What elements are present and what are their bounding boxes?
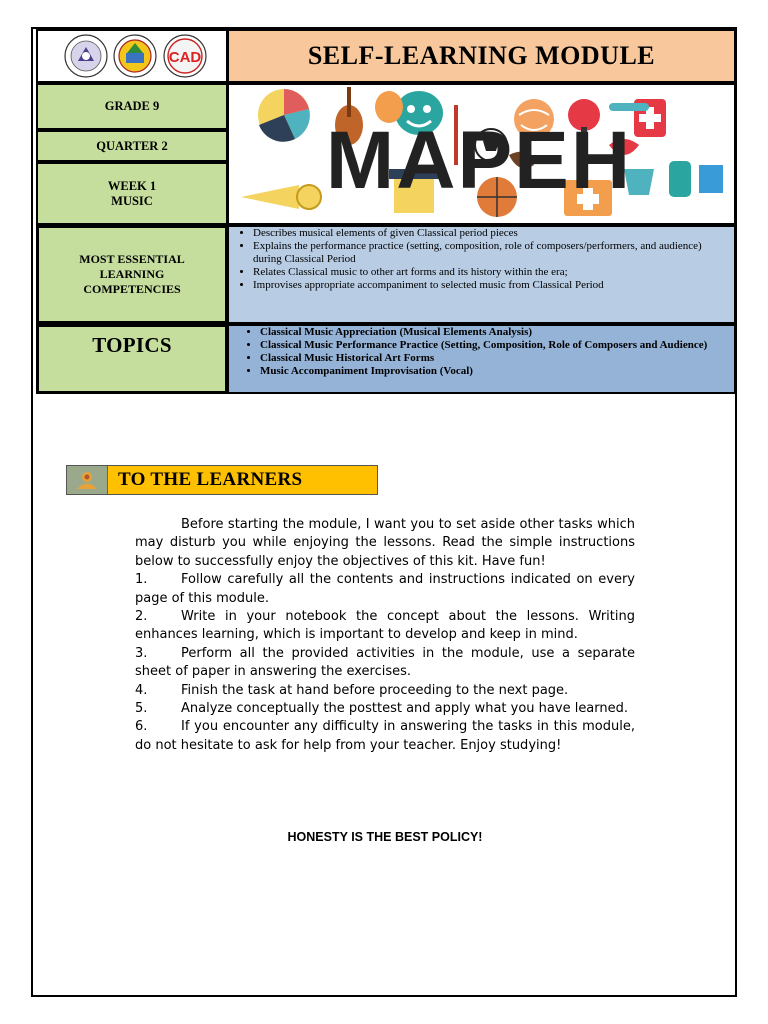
topics-label-cell	[36, 324, 228, 394]
instruction-step: 4. Finish the task at hand before proceeding to the next page.	[135, 682, 569, 698]
melc-label-cell	[36, 225, 228, 324]
grade-label: GRADE 9	[104, 99, 160, 113]
honesty-motto: HONESTY IS THE BEST POLICY!	[287, 830, 483, 844]
topic-item: • Classical Music Historical Art Forms	[260, 352, 728, 365]
to-the-learners-title: TO THE LEARNERS	[118, 469, 303, 490]
learner-icon	[67, 466, 108, 494]
module-title: SELF-LEARNING MODULE	[307, 41, 656, 70]
melc-label-line-2: LEARNING	[99, 267, 165, 281]
instruction-step: 1. Follow carefully all the contents and instructions indicated on every page of this module.	[135, 572, 635, 606]
quarter-cell	[36, 130, 228, 162]
cad-logo-icon	[164, 35, 206, 77]
melc-list-cell	[227, 225, 736, 324]
topics-list-cell	[227, 324, 736, 394]
melc-list	[235, 227, 728, 292]
melc-label-line-3: COMPETENCIES	[83, 282, 181, 296]
mapeh-illustration-icon	[229, 85, 734, 223]
division-seal-icon	[114, 35, 156, 77]
deped-seal-icon	[65, 35, 107, 77]
instruction-step: 3. Perform all the provided activities in the module, use a separate sheet of paper in answering the exercises.	[135, 645, 635, 680]
melc-label-line-1: MOST ESSENTIAL	[79, 252, 185, 266]
topic-item: • Classical Music Performance Practice (Setting, Composition, Role of Composers and Audience)	[260, 339, 728, 352]
grade-cell	[36, 83, 228, 130]
deped-logos-icon	[38, 31, 226, 81]
topics-label: TOPICS	[92, 333, 172, 357]
subject-label: MUSIC	[111, 193, 153, 208]
mapeh-word: MAPEH	[325, 115, 633, 206]
logos-cell	[36, 29, 228, 83]
to-the-learners-heading	[66, 465, 378, 495]
instruction-step: 6. If you encounter any difficulty in answering the tasks in this module, do not hesitate to ask for help from your teacher. Enjoy studying!	[135, 719, 635, 753]
instruction-step: 2. Write in your notebook the concept about the lessons. Writing enhances learning, which is important to develop and keep in mind.	[135, 609, 635, 643]
topic-item: • Music Accompaniment Improvisation (Vocal)	[260, 365, 728, 378]
module-title-cell	[227, 29, 736, 83]
quarter-label: QUARTER 2	[96, 138, 168, 153]
cad-logo-text: CAD	[168, 49, 202, 66]
melc-item: • Improvises appropriate accompaniment to selected music from Classical Period	[253, 279, 728, 292]
week-cell	[36, 162, 228, 225]
topics-list	[235, 326, 728, 378]
learners-instructions	[135, 516, 635, 755]
melc-item: • Relates Classical music to other art forms and its history within the era;	[253, 266, 728, 279]
melc-item: • Explains the performance practice (setting, composition, role of composers/performers, and audience) during Classical Period	[253, 240, 728, 266]
topic-item: • Classical Music Appreciation (Musical Elements Analysis)	[260, 326, 728, 339]
instruction-step: 5. Analyze conceptually the posttest and apply what you have learned.	[135, 701, 629, 717]
mapeh-banner	[227, 83, 736, 225]
learners-intro: Before starting the module, I want you to set aside other tasks which may disturb you while enjoying the lessons. Read the simple instructions below to successfully enjoy the objectives of this kit. Have fun!	[135, 517, 635, 569]
week-label: WEEK 1	[107, 178, 157, 193]
melc-item: • Describes musical elements of given Classical period pieces	[253, 227, 728, 240]
